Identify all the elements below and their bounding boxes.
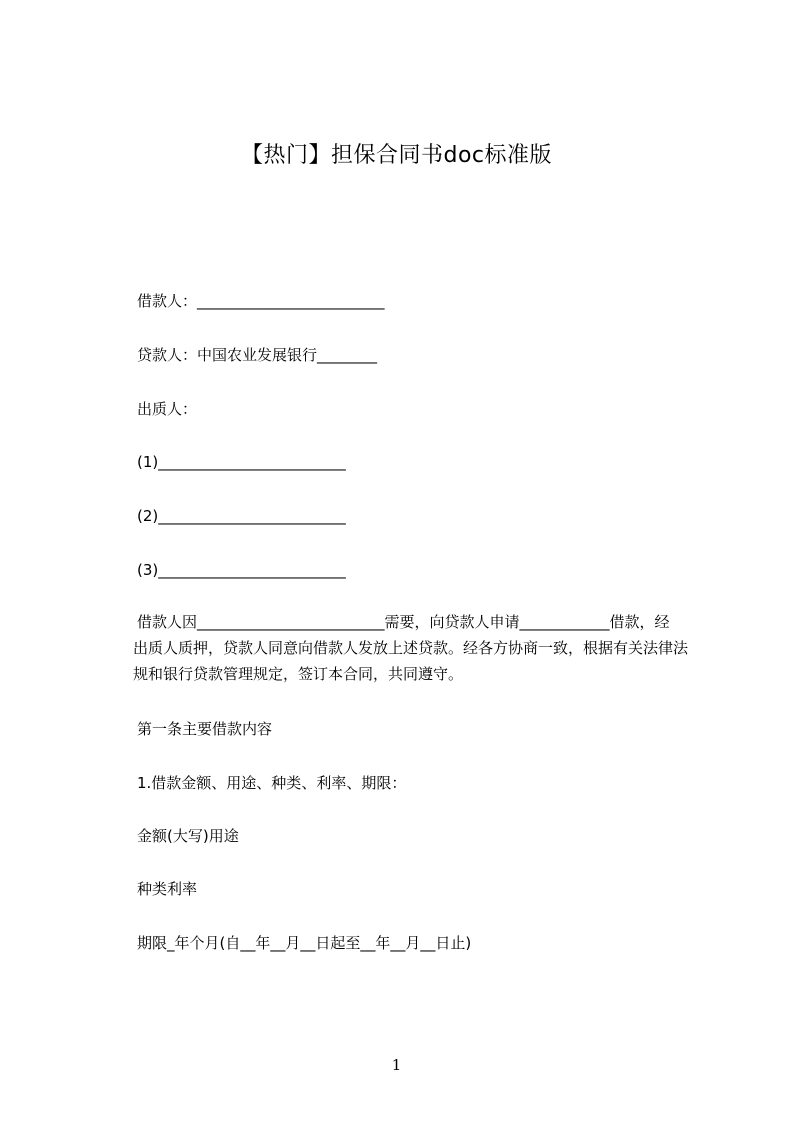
amount-use-line: 金额(大写)用途 — [137, 827, 239, 845]
intro-line-2: 出质人质押，贷款人同意向借款人发放上述贷款。经各方协商一致，根据有关法律法 — [133, 639, 689, 657]
type-rate-line: 种类利率 — [137, 880, 198, 898]
pledgor-label: 出质人： — [137, 400, 198, 418]
pledgor-1-field: (1)_________________________ — [137, 453, 346, 471]
article-1-item-1: 1.借款金额、用途、种类、利率、期限： — [137, 774, 407, 792]
pledgor-3-field: (3)_________________________ — [137, 561, 346, 579]
document-title: 【热门】担保合同书doc标准版 — [240, 143, 553, 168]
intro-line-3: 规和银行贷款管理规定，签订本合同，共同遵守。 — [133, 665, 464, 683]
borrower-field: 借款人：_________________________ — [137, 292, 385, 310]
pledgor-2-field: (2)_________________________ — [137, 507, 346, 525]
lender-field: 贷款人：中国农业发展银行________ — [137, 346, 378, 364]
intro-paragraph — [133, 612, 717, 684]
page-number: 1 — [391, 1056, 402, 1074]
intro-line-1: 借款人因_________________________需要，向贷款人申请____________借款，经 — [137, 613, 670, 631]
article-1-heading: 第一条主要借款内容 — [137, 720, 273, 738]
term-line: 期限_年个月(自__年__月__日起至__年__月__日止) — [137, 934, 472, 952]
